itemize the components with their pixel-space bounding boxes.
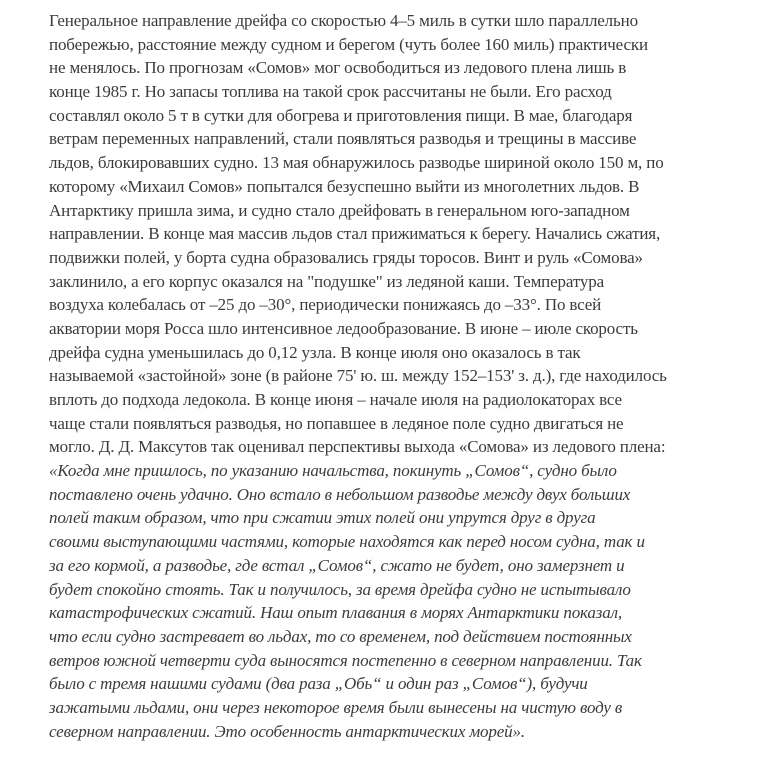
article-text bbox=[49, 9, 719, 743]
paragraph-line: Генеральное направление дрейфа со скоростью 4–5 миль в сутки шло параллельно bbox=[49, 11, 638, 30]
paragraph-line: подвижки полей, у борта судна образовались гряды торосов. Винт и руль «Сомова» bbox=[49, 247, 643, 267]
quote-line: «Когда мне пришлось, по указанию начальства, покинуть „Сомов“, судно было bbox=[49, 461, 617, 481]
paragraph-line: не менялось. По прогнозам «Сомов» мог освободиться из ледового плена лишь в bbox=[49, 58, 627, 78]
quote-line: катастрофических сжатий. Наш опыт плавания в морях Антарктики показал, bbox=[49, 603, 622, 623]
paragraph-line: воздуха колебалась от –25 до –30°, периодически понижаясь до –33°. По всей bbox=[49, 295, 602, 315]
quote-block bbox=[49, 459, 719, 743]
paragraph-line: дрейфа судна уменьшилась до 0,12 узла. В конце июля оно оказалось в так bbox=[49, 342, 581, 362]
quote-line: будет спокойно стоять. Так и получилось, за время дрейфа судно не испытывало bbox=[49, 579, 631, 599]
paragraph-line: заклинило, а его корпус оказался на "подушке" из ледяной каши. Температура bbox=[49, 271, 604, 291]
quote-line: своими выступающими частями, которые находятся как перед носом судна, так и bbox=[49, 532, 645, 552]
paragraph-line: вплоть до подхода ледокола. В конце июня – начале июля на радиолокаторах все bbox=[49, 390, 622, 409]
quote-line: северном направлении. Это особенность антарктических морей». bbox=[49, 721, 525, 741]
quote-line: за его кормой, а разводье, где встал „Сомов“, сжато не будет, оно замерзнет и bbox=[49, 555, 625, 575]
paragraph-line: которому «Михаил Сомов» попытался безуспешно выйти из многолетних льдов. В bbox=[49, 176, 640, 196]
quote-line: полей таким образом, что при сжатии этих полей они упрутся друг в друга bbox=[49, 508, 596, 528]
paragraph-line: побережью, расстояние между судном и берегом (чуть более 160 миль) практически bbox=[49, 34, 648, 54]
quote-line: ветров южной четверти суда выносятся постепенно в северном направлении. Так bbox=[49, 650, 642, 670]
quote-line: было с тремя нашими судами (два раза „Обь“ и один раз „Сомов“), будучи bbox=[49, 674, 588, 694]
paragraph-line: называемой «застойной» зоне (в районе 75' ю. ш. между 152–153' з. д.), где находилось bbox=[49, 366, 667, 386]
paragraph-line: акватории моря Росса шло интенсивное ледообразование. В июне – июле скорость bbox=[49, 318, 638, 338]
quote-line: зажатыми льдами, они через некоторое время были вынесены на чистую воду в bbox=[49, 697, 623, 717]
quote-line: поставлено очень удачно. Оно встало в небольшом разводье между двух больших bbox=[49, 484, 631, 504]
paragraph-line: льдов, блокировавших судно. 13 мая обнаружилось разводье шириной около 150 м, по bbox=[49, 153, 664, 173]
paragraph-line: направлении. В конце мая массив льдов стал прижиматься к берегу. Начались сжатия, bbox=[49, 224, 661, 244]
paragraph-line: Антарктику пришла зима, и судно стало дрейфовать в генеральном юго-западном bbox=[49, 200, 630, 220]
body-paragraph bbox=[49, 9, 719, 459]
quote-line: что если судно застревает во льдах, то со временем, под действием постоянных bbox=[49, 626, 632, 646]
paragraph-line: конце 1985 г. Но запасы топлива на такой срок рассчитаны не были. Его расход bbox=[49, 82, 612, 102]
paragraph-line: могло. Д. Д. Максутов так оценивал перспективы выхода «Сомова» из ледового плена: bbox=[49, 437, 666, 457]
paragraph-line: чаще стали появляться разводья, но попавшее в ледяное поле судно двигаться не bbox=[49, 413, 624, 433]
paragraph-line: составлял около 5 т в сутки для обогрева и приготовления пищи. В мае, благодаря bbox=[49, 105, 633, 125]
paragraph-line: ветрам переменных направлений, стали появляться разводья и трещины в массиве bbox=[49, 129, 637, 149]
